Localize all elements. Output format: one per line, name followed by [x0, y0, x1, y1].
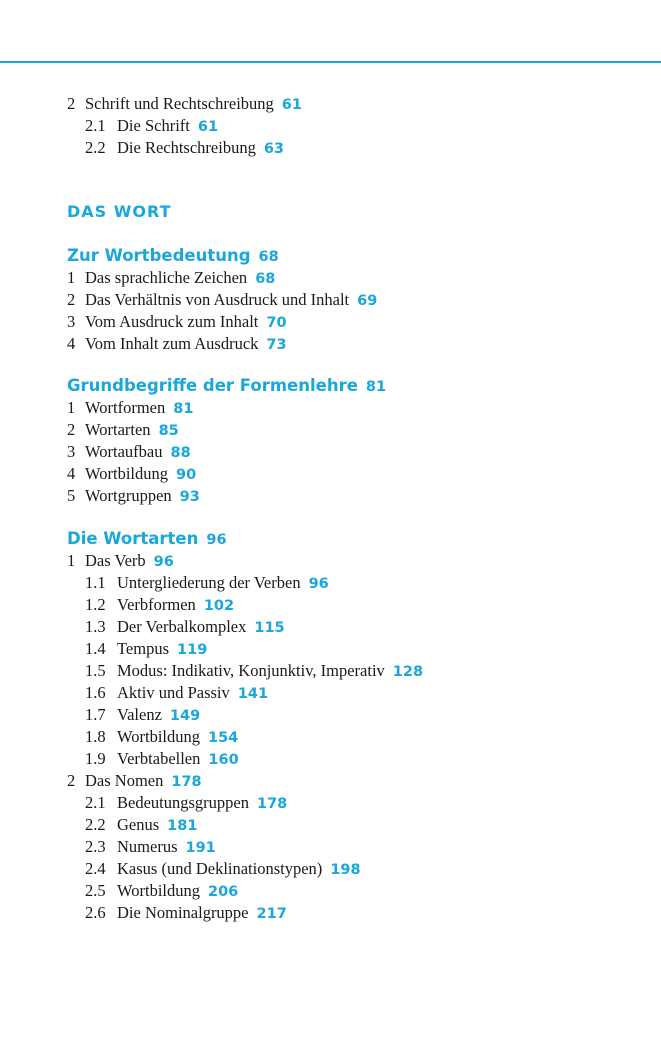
entry-title: Das Verb: [85, 551, 146, 570]
entry-number: 1.4: [85, 639, 106, 658]
entry-number: 1.1: [85, 573, 106, 592]
entry-title: Tempus: [117, 639, 170, 658]
entry-title: Die Nominalgruppe: [117, 903, 249, 922]
entry-title: Wortgruppen: [85, 486, 172, 505]
chapter-heading[interactable]: [67, 528, 647, 550]
toc-entry[interactable]: [67, 137, 647, 159]
entry-title: Wortaufbau: [85, 442, 163, 461]
toc-entry[interactable]: [67, 594, 647, 616]
page-number: 85: [158, 423, 179, 439]
toc-entry[interactable]: [67, 289, 647, 311]
entry-title: Verbformen: [117, 595, 196, 614]
page-number: 102: [203, 598, 235, 614]
entry-number: 5: [67, 486, 76, 505]
table-of-contents: [67, 93, 647, 924]
entry-number: 3: [67, 312, 76, 331]
toc-entry[interactable]: [67, 267, 647, 289]
toc-entry[interactable]: [67, 902, 647, 924]
entry-number: 4: [67, 334, 76, 353]
toc-entry[interactable]: [67, 880, 647, 902]
toc-entry[interactable]: [67, 748, 647, 770]
page-number: 198: [330, 862, 361, 878]
entry-title: Schrift und Rechtschreibung: [85, 94, 274, 113]
toc-entry[interactable]: [67, 704, 647, 726]
entry-number: 1: [67, 551, 76, 570]
entry-title: Genus: [117, 815, 160, 834]
entry-title: Vom Inhalt zum Ausdruck: [85, 334, 259, 353]
page-number: 115: [254, 620, 285, 636]
entry-title: Untergliederung der Verben: [117, 573, 301, 592]
toc-entry[interactable]: [67, 311, 647, 333]
spacer: [67, 355, 647, 375]
toc-entry[interactable]: [67, 836, 647, 858]
entry-title: Modus: Indikativ, Konjunktiv, Imperativ: [117, 661, 385, 680]
entry-title: Verbtabellen: [117, 749, 201, 768]
chapter-title: Die Wortarten: [67, 529, 199, 548]
entry-number: 1.8: [85, 727, 106, 746]
entry-number: 2.2: [85, 138, 106, 157]
toc-entry[interactable]: [67, 397, 647, 419]
toc-entry[interactable]: [67, 485, 647, 507]
toc-entry[interactable]: [67, 616, 647, 638]
entry-title: Numerus: [117, 837, 178, 856]
page-number: 96: [308, 576, 329, 592]
page-number: 70: [266, 315, 287, 331]
entry-title: Wortbildung: [117, 881, 200, 900]
toc-entry[interactable]: [67, 572, 647, 594]
toc-entry[interactable]: [67, 638, 647, 660]
section-title: DAS WORT: [67, 202, 172, 221]
page-number: 217: [256, 906, 287, 922]
entry-title: Bedeutungsgruppen: [117, 793, 249, 812]
spacer: [67, 507, 647, 528]
toc-entry[interactable]: [67, 115, 647, 137]
page-number: 119: [177, 642, 208, 658]
header-rule: [0, 61, 661, 63]
entry-title: Die Schrift: [117, 116, 190, 135]
page-number: 63: [263, 141, 285, 157]
page-number: 128: [392, 664, 424, 680]
toc-entry[interactable]: [67, 463, 647, 485]
page-number: 69: [357, 293, 378, 309]
spacer: [67, 223, 647, 245]
entry-number: 1.9: [85, 749, 106, 768]
entry-number: 2.3: [85, 837, 106, 856]
page-number: 160: [208, 752, 239, 768]
toc-entry[interactable]: [67, 93, 647, 115]
entry-number: 2: [67, 420, 76, 439]
entry-title: Valenz: [117, 705, 162, 724]
entry-title: Aktiv und Passiv: [117, 683, 230, 702]
page-number: 90: [176, 467, 197, 483]
chapter-title: Grundbegriffe der Formenlehre: [67, 376, 358, 395]
entry-title: Das Nomen: [85, 771, 164, 790]
entry-number: 1.6: [85, 683, 106, 702]
page-number: 178: [171, 774, 202, 790]
page-number: 68: [255, 271, 276, 287]
page-number: 141: [237, 686, 269, 702]
page-number: 81: [173, 401, 194, 417]
entry-number: 2: [67, 290, 76, 309]
entry-number: 2.6: [85, 903, 106, 922]
entry-title: Kasus (und Deklinationstypen): [117, 859, 323, 878]
entry-title: Wortformen: [85, 398, 166, 417]
toc-entry[interactable]: [67, 441, 647, 463]
entry-title: Das sprachliche Zeichen: [85, 268, 248, 287]
toc-entry[interactable]: [67, 770, 647, 792]
chapter-heading[interactable]: [67, 375, 647, 397]
entry-number: 2: [67, 94, 76, 113]
entry-title: Das Verhältnis von Ausdruck und Inhalt: [85, 290, 350, 309]
page-number: 81: [365, 379, 387, 395]
entry-title: Vom Ausdruck zum Inhalt: [85, 312, 259, 331]
entry-number: 2.4: [85, 859, 106, 878]
toc-entry[interactable]: [67, 333, 647, 355]
chapter-heading[interactable]: [67, 245, 647, 267]
toc-entry[interactable]: [67, 726, 647, 748]
page-number: 88: [170, 445, 191, 461]
toc-entry[interactable]: [67, 660, 647, 682]
page-number: 96: [153, 554, 174, 570]
entry-number: 2.5: [85, 881, 106, 900]
chapter-title: Zur Wortbedeutung: [67, 246, 251, 265]
entry-number: 3: [67, 442, 76, 461]
toc-entry[interactable]: [67, 814, 647, 836]
toc-entry[interactable]: [67, 682, 647, 704]
entry-number: 2: [67, 771, 76, 790]
page-number: 154: [208, 730, 239, 746]
page-number: 178: [256, 796, 288, 812]
page-number: 68: [258, 249, 279, 265]
entry-number: 1.5: [85, 661, 106, 680]
page-number: 93: [179, 489, 200, 505]
entry-number: 2.1: [85, 793, 106, 812]
entry-number: 1: [67, 398, 76, 417]
entry-number: 1.7: [85, 705, 106, 724]
page-number: 73: [266, 337, 287, 353]
page-number: 96: [206, 532, 227, 548]
entry-number: 1.2: [85, 595, 106, 614]
entry-title: Wortbildung: [117, 727, 200, 746]
toc-entry[interactable]: [67, 858, 647, 880]
toc-entry[interactable]: [67, 792, 647, 814]
page-number: 191: [185, 840, 216, 856]
entry-number: 1.3: [85, 617, 106, 636]
toc-entry[interactable]: [67, 550, 647, 572]
page-number: 61: [281, 97, 302, 113]
entry-title: Wortarten: [85, 420, 151, 439]
page-number: 181: [167, 818, 198, 834]
entry-number: 2.1: [85, 116, 106, 135]
entry-title: Der Verbalkomplex: [117, 617, 247, 636]
page-number: 149: [169, 708, 201, 724]
spacer: [67, 159, 647, 201]
entry-number: 1: [67, 268, 76, 287]
page-number: 61: [197, 119, 219, 135]
entry-title: Die Rechtschreibung: [117, 138, 256, 157]
entry-number: 2.2: [85, 815, 106, 834]
toc-entry[interactable]: [67, 419, 647, 441]
page-number: 206: [208, 884, 239, 900]
entry-title: Wortbildung: [85, 464, 168, 483]
entry-number: 4: [67, 464, 76, 483]
